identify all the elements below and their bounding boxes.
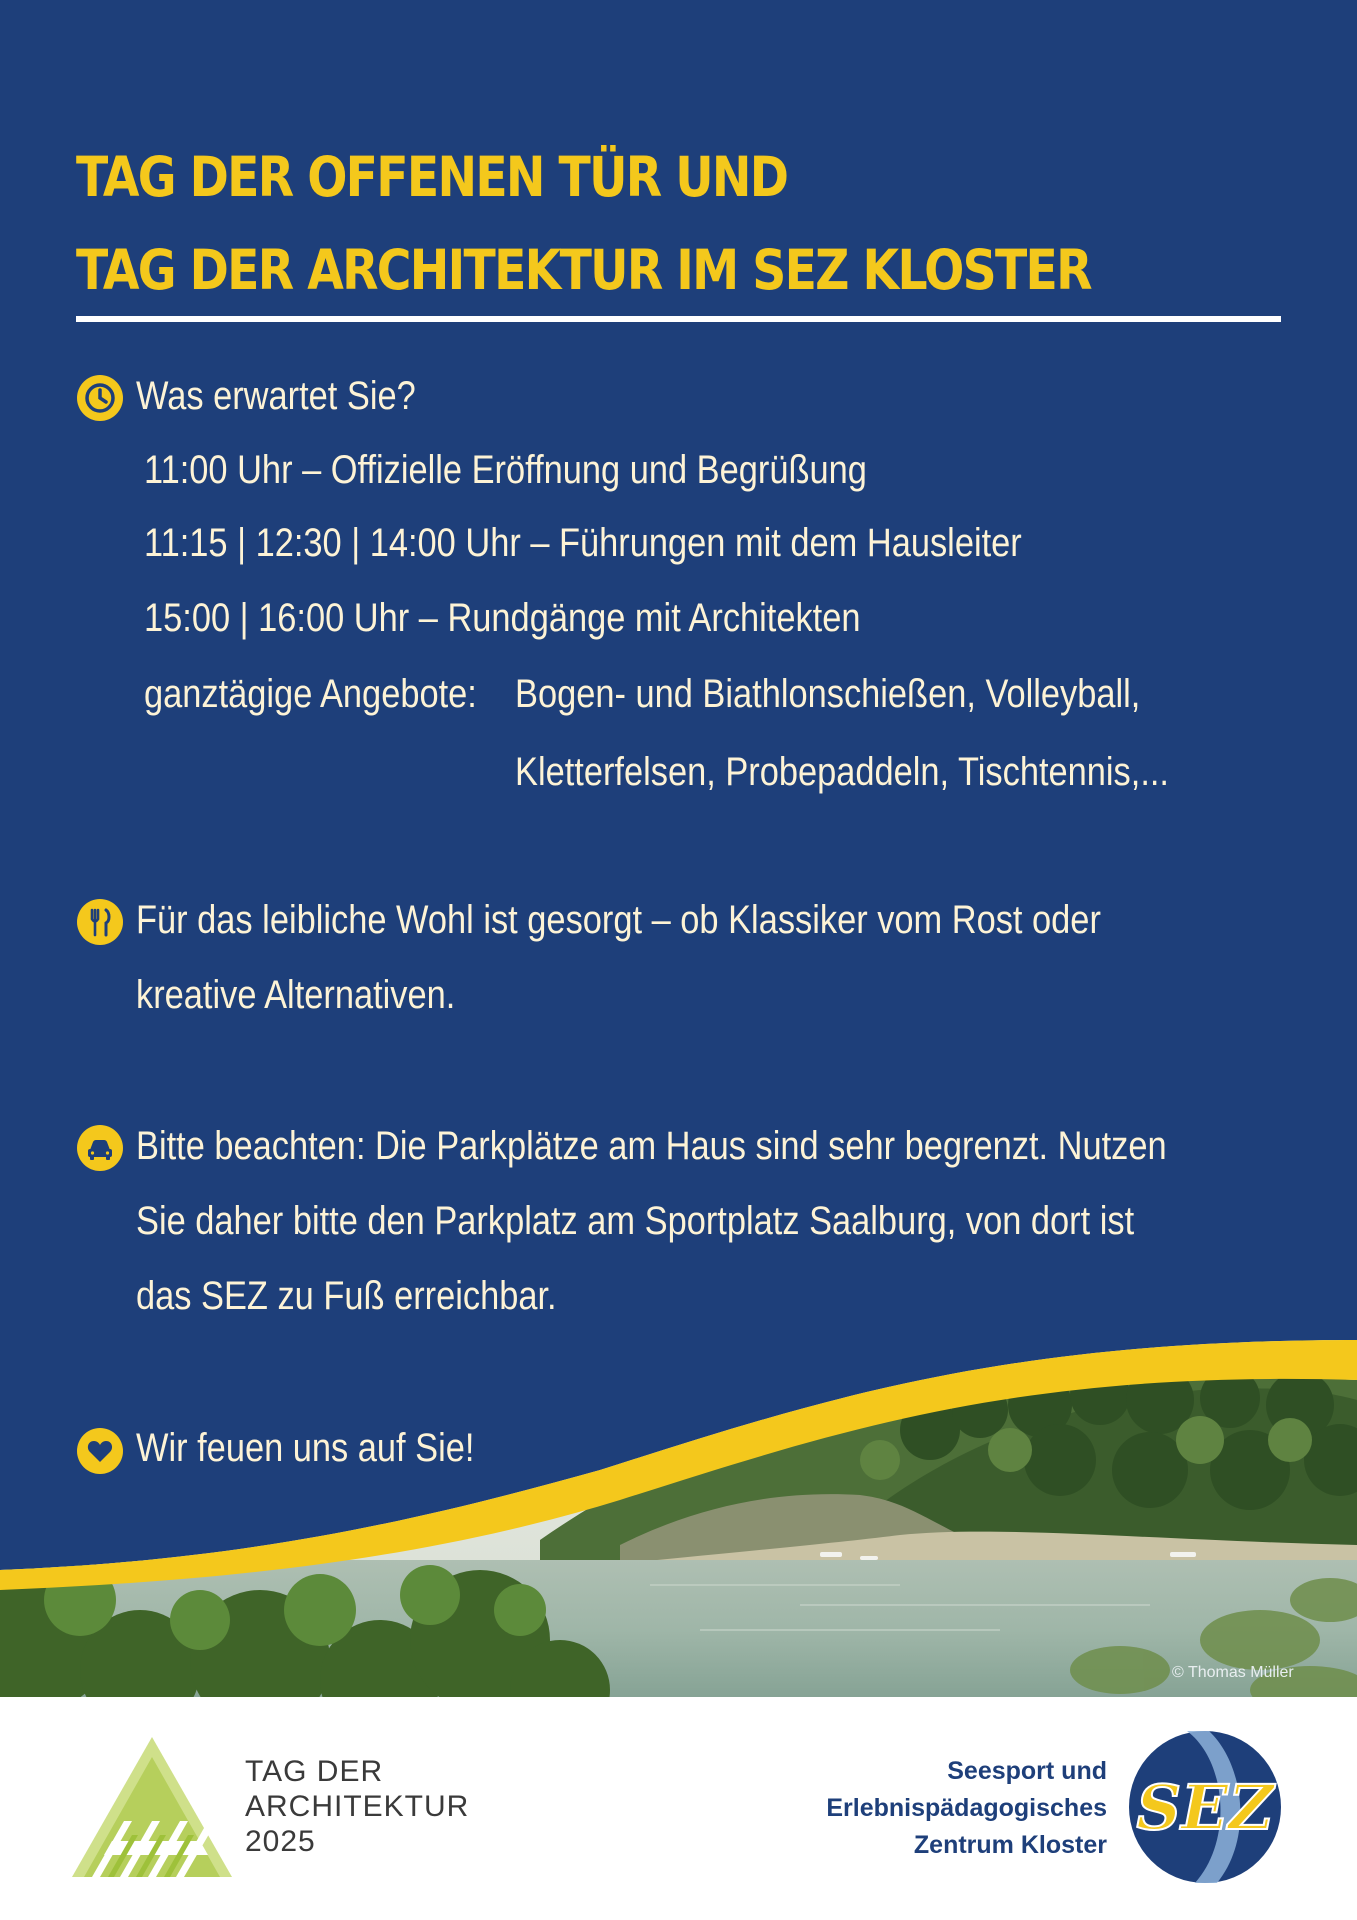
- sez-name-line-3: Zentrum Kloster: [913, 1831, 1107, 1859]
- food-line-1: Für das leibliche Wohl ist gesorgt – ob Klassiker vom Rost oder: [136, 898, 1101, 942]
- tda-logo-line-3: 2025: [245, 1825, 316, 1858]
- cutlery-icon: [77, 899, 123, 945]
- footer: [0, 1697, 1357, 1920]
- sez-logo: [1129, 1731, 1281, 1883]
- program-heading: Was erwartet Sie?: [136, 374, 416, 418]
- program-allday-label: ganztägige Angebote:: [144, 672, 477, 716]
- parking-line-2: Sie daher bitte den Parkplatz am Sportplatz Saalburg, von dort ist: [136, 1199, 1135, 1243]
- headline-line-2: TAG DER ARCHITEKTUR IM SEZ KLOSTER: [76, 238, 1091, 302]
- tda-logo-line-1: TAG DER: [245, 1755, 384, 1788]
- clock-icon: [77, 375, 123, 421]
- program-allday-line-1: Bogen- und Biathlonschießen, Volleyball,: [515, 672, 1141, 716]
- program-item-opening: 11:00 Uhr – Offizielle Eröffnung und Begrüßung: [144, 448, 867, 492]
- heart-icon: [77, 1428, 123, 1474]
- program-allday-line-2: Kletterfelsen, Probepaddeln, Tischtennis,...: [515, 750, 1169, 794]
- sez-name-line-1: Seesport und: [947, 1757, 1107, 1785]
- headline-line-1: TAG DER OFFENEN TÜR UND: [76, 145, 788, 209]
- sez-logo-lettering: SEZ: [1136, 1771, 1274, 1844]
- program-item-tours: 11:15 | 12:30 | 14:00 Uhr – Führungen mit dem Hausleiter: [144, 521, 1022, 565]
- parking-line-1: Bitte beachten: Die Parkplätze am Haus sind sehr begrenzt. Nutzen: [136, 1124, 1167, 1168]
- sez-name-line-2: Erlebnispädagogisches: [826, 1794, 1107, 1822]
- car-icon: [77, 1125, 123, 1171]
- tag-der-architektur-logo-icon: [72, 1737, 232, 1877]
- photo-credit: © Thomas Müller: [1172, 1664, 1294, 1681]
- headline-divider: [76, 316, 1281, 322]
- tda-logo-line-2: ARCHITEKTUR: [245, 1790, 470, 1823]
- parking-line-3: das SEZ zu Fuß erreichbar.: [136, 1274, 557, 1318]
- program-item-architects: 15:00 | 16:00 Uhr – Rundgänge mit Architekten: [144, 596, 861, 640]
- food-line-2: kreative Alternativen.: [136, 973, 456, 1017]
- closing-text: Wir feuen uns auf Sie!: [136, 1426, 475, 1470]
